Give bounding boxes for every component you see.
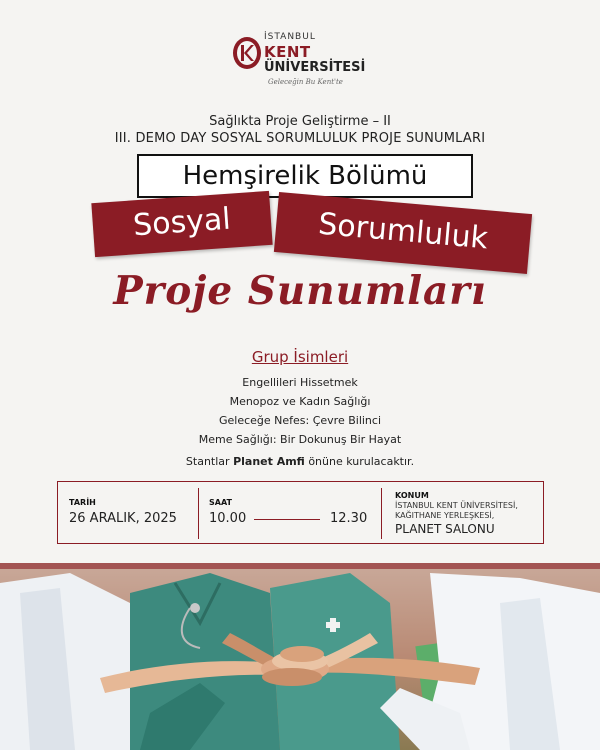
time-label: SAAT (209, 498, 232, 507)
group-item: Geleceğe Nefes: Çevre Bilinci (218, 414, 382, 427)
logo-name-line1: KENT (264, 43, 311, 61)
group-item: Engellileri Hissetmek (242, 376, 358, 389)
stand-note-after: önüne kurulacaktır. (304, 455, 415, 468)
group-item: Menopoz ve Kadın Sağlığı (229, 395, 371, 408)
course-subtitle: Sağlıkta Proje Geliştirme – II (209, 114, 391, 129)
info-divider (198, 488, 199, 539)
info-divider (381, 488, 382, 539)
location-value: PLANET SALONU (395, 522, 495, 536)
date-label: TARİH (69, 498, 96, 507)
logo-motto: Geleceğin Bu Kent'te (268, 78, 343, 86)
groups-heading: Grup İsimleri (251, 348, 349, 366)
group-item: Meme Sağlığı: Bir Dokunuş Bir Hayat (198, 433, 402, 446)
logo-city-text: İSTANBUL (264, 32, 316, 42)
time-range-line (254, 519, 320, 520)
stand-note-place: Planet Amfi (233, 455, 305, 468)
date-value: 26 ARALIK, 2025 (69, 511, 177, 526)
department-title: Hemşirelik Bölümü (137, 154, 473, 198)
stand-note-before: Stantlar (185, 455, 234, 468)
tag-sosyal: Sosyal (91, 191, 272, 257)
time-start: 10.00 (209, 511, 247, 526)
university-emblem-icon (232, 36, 262, 70)
logo-name-line2: ÜNİVERSİTESİ (264, 60, 366, 75)
nurses-hands-illustration (0, 563, 600, 750)
stand-note (0, 455, 600, 468)
event-headline: III. DEMO DAY SOSYAL SORUMLULUK PROJE SUNUMLARI (114, 131, 486, 146)
location-label: KONUM (395, 491, 429, 500)
tag-sorumluluk: Sorumluluk (274, 192, 532, 274)
time-end: 12.30 (330, 511, 368, 526)
university-logo (232, 30, 382, 92)
location-line2: KAĞITHANE YERLEŞKESİ, (395, 511, 495, 520)
event-info-box (57, 481, 544, 544)
nurses-hands-photo (0, 563, 600, 750)
location-line1: İSTANBUL KENT ÜNİVERSİTESİ, (395, 501, 518, 510)
group-list (0, 373, 600, 449)
script-title: Proje Sunumları (113, 268, 487, 314)
